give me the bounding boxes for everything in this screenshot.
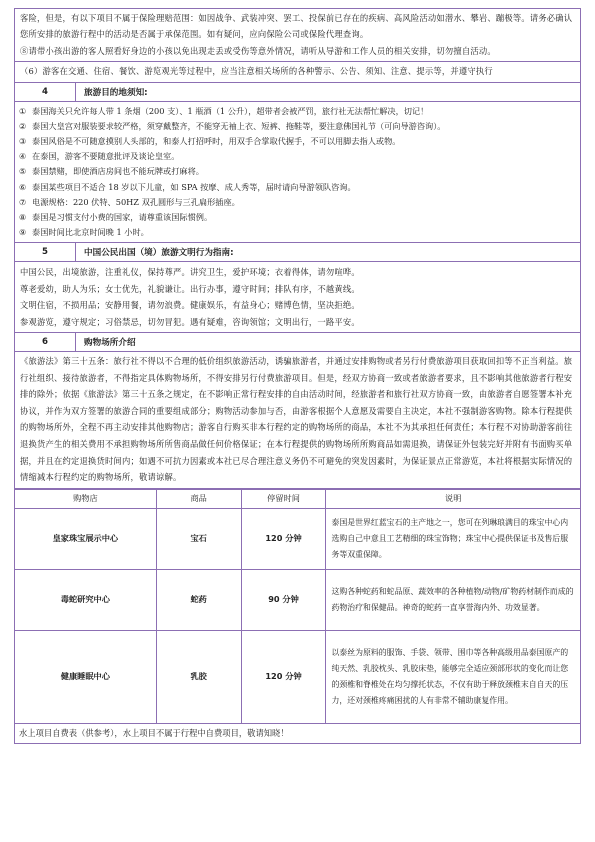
store-description: 以泰丝为原料的服饰、手袋、领带、围巾等各种高级用品泰国原产的纯天然、乳胶枕头、乳胶床垫，能够完全适应颈部形状的变化而让您的颈椎和脊椎处在均匀撑托状态，不仅有助于释放颈椎末自自天的压力，还对颈椎疼痛困扰的人有非常不辅助康复作用。 [326,630,581,723]
store-description: 这购各种蛇药和蛇品原、蔬效率的各种植物/动物/矿物药材制作而成的药物治疗和保健品。神奇的蛇药一直享誉海内外、功效显著。 [326,569,581,630]
guide-line: 尊老爱幼，助人为乐；女士优先，礼貌谦让。出行办事，遵守时间；排队有序，不越黄线。 [20,283,360,294]
destination-notes-box [14,102,581,244]
section-title: 购物场所介绍 [84,338,136,349]
list-item: ⑦ 电源规格：220 伏特、50HZ 双孔圆形与三孔扁形插座。 [19,196,240,207]
product-name: 蛇药 [156,569,241,630]
section-header-civility-guide [14,243,581,262]
child-safety-paragraph: ⑧请带小孩出游的客人照看好身边的小孩以免出现走丢或受伤等意外情况，请听从导游和工作人员的相关安排，切勿擅自活动。 [20,45,496,56]
civility-guide-box [14,262,581,333]
store-name: 毒蛇研究中心 [15,569,157,630]
column-header: 购物店 [15,489,157,508]
table-row [15,569,581,630]
section-title: 旅游目的地须知: [84,87,148,98]
guide-line: 中国公民，出境旅游，注重礼仪，保持尊严。讲究卫生，爱护环境；衣着得体，请勿喧哗。 [20,267,360,278]
table-row [15,508,581,569]
list-item: ② 泰国大皇宫对服装要求较严格，须穿戴整齐，不能穿无袖上衣、短裤、拖鞋等，要注意佛国礼节（可向导游咨询）。 [19,120,446,131]
insurance-notes-box [14,8,581,62]
section-number: 4 [15,83,76,101]
list-item: ⑤ 泰国禁赌，即使酒店房间也不能玩牌或打麻将。 [19,166,204,177]
water-activities-note: 水上项目自费表（供参考），水上项目不属于行程中自费项目，敬请知晓！ [14,724,581,744]
list-item: ① 泰国海关只允许每人带 1 条烟（200 支）、1 瓶酒（1 公升），超带者会被严罚，旅行社无法帮忙解决，切记！ [19,105,429,116]
section-header-shopping [14,333,581,352]
list-item: ⑧ 泰国是习惯支付小费的国家，请尊重该国际惯例。 [19,212,213,223]
list-item: ③ 泰国风俗是不可随意摸别人头部的，和泰人打招呼时，用双手合掌取代握手，不可以用脚去指人或物。 [19,136,401,147]
section-header-destination [14,83,581,102]
stay-duration: 120 分钟 [241,508,326,569]
store-description: 泰国是世界红蓝宝石的主产地之一，您可在列琳琅满目的珠宝中心内选购自己中意且工艺精细的珠宝饰物；珠宝中心提供保证书及售后服务等双重保障。 [326,508,581,569]
table-header-row [15,489,581,508]
section-title: 中国公民出国（境）旅游文明行为指南: [84,248,234,259]
store-name: 皇家珠宝展示中心 [15,508,157,569]
shopping-table [14,489,581,724]
stay-duration: 90 分钟 [241,569,326,630]
travel-warning-box [14,62,581,82]
insurance-paragraph: 客险，但是，有以下项目不属于保险理赔范围：如因战争、武装冲突、罢工、投保前已存在的疾病、高风险活动如潜水、攀岩、蹦极等。请务必确认您所安排的旅游行程中的活动是否属于承保范围。如有疑问，应向保险公司或保险代理查询。 [20,13,573,40]
table-row [15,630,581,723]
tourism-law-paragraph: 《旅游法》第三十五条：旅行社不得以不合理的低价组织旅游活动，诱骗旅游者，并通过安排购物或者另行付费旅游项目获取回扣等不正当利益。旅行社组织、接待旅游者，不得指定具体购物场所，不得安排另行付费旅游项目。但是，经双方协商一致或者旅游者要求，且不影响其他旅游者行程安排的除外；依据《旅游法》第三十五条之规定，在不影响正常行程安排的自由活动时间，经旅游者和旅行社双方协商一致，由旅游者自愿签署本补充协议，并作为双方签署的旅游合同的重要组成部分；购物活动参加与否，由游客根据个人意愿及需要自主决定，本社不强制游客购物。除本行程提供的购物场所外，全程不再主动安排其他购物店；游客自行购买非本行程约定的购物场所的商品，本社不为其承担任何责任；本行程不对协助游客前往退换货产生的相关费用不承担购物场所所售商品做任何价格保证；在本行程提供的购物场所所购商品如需退换，请保证外包装完好并附有书面购买单据，并且在约定退换货时间内；如遇不可抗力因素或本社已尽合理注意义务仍不可避免的突发因素时，为保证景点正常游览，本社将根据实际情况的情缩减本行程约定的购物场所，敬请谅解。 [20,356,573,483]
section-number: 6 [15,333,76,351]
column-header: 商品 [156,489,241,508]
guide-line: 参观游览，遵守规定；习俗禁忌，切勿冒犯。遇有疑难，咨询领馆；文明出行，一路平安。 [20,316,360,327]
column-header: 停留时间 [241,489,326,508]
document-page [14,8,581,744]
stay-duration: 120 分钟 [241,630,326,723]
list-item: ⑥ 泰国某些项目不适合 18 岁以下儿童，如 SPA 按摩、成人秀等，届时请向导游领队咨询。 [19,181,356,192]
shopping-law-box [14,352,581,489]
guide-line: 文明住宿，不损用品；安静用餐，请勿浪费。健康娱乐，有益身心；赌博色情，坚决拒绝。 [20,300,360,311]
product-name: 宝石 [156,508,241,569]
column-header: 说明 [326,489,581,508]
store-name: 健康睡眠中心 [15,630,157,723]
section-number: 5 [15,243,76,261]
list-item: ⑨ 泰国时间比北京时间晚 1 小时。 [19,227,149,238]
list-item: ④ 在泰国，游客不要随意批评及谈论皇室。 [19,151,180,162]
product-name: 乳胶 [156,630,241,723]
travel-warning-paragraph: （6）游客在交通、住宿、餐饮、游览观光等过程中，应当注意相关场所的各种警示、公告、须知、注意、提示等，并遵守执行 [20,66,493,77]
